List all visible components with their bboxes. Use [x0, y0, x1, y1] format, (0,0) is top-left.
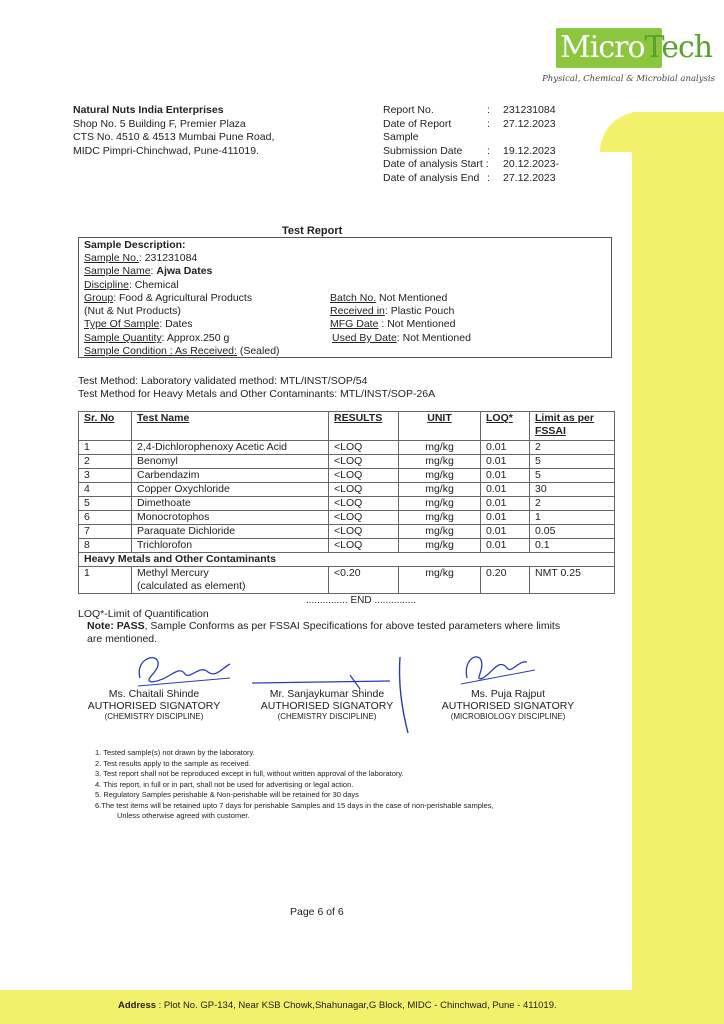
- report-info-value: 231231084: [503, 104, 556, 116]
- client-address: [73, 104, 274, 158]
- table-cell: <LOQ: [329, 497, 399, 511]
- yellow-corner: [600, 112, 640, 152]
- table-cell: <LOQ: [329, 483, 399, 497]
- sample-name: Sample Name: Ajwa Dates: [84, 265, 213, 277]
- table-cell: <0.20: [329, 567, 399, 594]
- table-cell: mg/kg: [399, 539, 481, 553]
- client-name: Natural Nuts India Enterprises: [73, 104, 224, 116]
- logo-tech: Tech: [644, 30, 713, 65]
- section-row: [79, 553, 615, 567]
- signature-chaitali-graphic: [130, 650, 240, 690]
- sample-type: Type Of Sample: Dates: [84, 318, 193, 330]
- table-cell: Monocrotophos: [132, 511, 329, 525]
- table-cell: 1: [79, 567, 132, 594]
- table-cell: 2: [530, 441, 615, 455]
- table-cell: <LOQ: [329, 525, 399, 539]
- terms-item: 4. This report, in full or in part, shall not be used for advertising or legal action.: [95, 779, 354, 789]
- table-header: LOQ*: [481, 412, 530, 441]
- sample-description-box: [78, 237, 612, 358]
- table-cell: NMT 0.25: [530, 567, 615, 594]
- table-row: [79, 483, 615, 497]
- footer-address: Address : Plot No. GP-134, Near KSB Chowk,Shahunagar,G Block, MIDC - Chinchwad, Pune - 411019.: [118, 1000, 557, 1011]
- table-cell: 0.01: [481, 441, 530, 455]
- logo-text: [560, 30, 712, 65]
- table-cell: 2: [530, 497, 615, 511]
- table-cell: Dimethoate: [132, 497, 329, 511]
- logo-tagline: Physical, Chemical & Microbial analysis: [542, 74, 715, 84]
- table-cell: 1: [79, 441, 132, 455]
- table-cell: <LOQ: [329, 441, 399, 455]
- mfg-date: MFG Date : Not Mentioned: [330, 318, 456, 330]
- table-row: [79, 497, 615, 511]
- test-methods: [78, 375, 435, 401]
- sample-no: Sample No.: 231231084: [84, 252, 198, 264]
- table-cell: 0.20: [481, 567, 530, 594]
- signature-block: [252, 688, 402, 721]
- signatory-discipline: (CHEMISTRY DISCIPLINE): [104, 712, 204, 721]
- table-header: Sr. No: [79, 412, 132, 441]
- table-row: [79, 469, 615, 483]
- yellow-side-band: [632, 112, 724, 1024]
- report-info-label: Date of analysis End: [383, 171, 480, 184]
- table-cell: 0.1: [530, 539, 615, 553]
- report-info-row: [383, 158, 559, 172]
- report-info-value: 27.12.2023: [503, 171, 556, 184]
- page-number: Page 6 of 6: [290, 906, 344, 918]
- table-row: [79, 455, 615, 469]
- terms-item: 1. Tested sample(s) not drawn by the laboratory.: [95, 748, 255, 757]
- table-row: [79, 525, 615, 539]
- table-cell: 0.01: [481, 455, 530, 469]
- table-cell: 0.01: [481, 511, 530, 525]
- terms-list: [95, 748, 494, 822]
- table-cell: mg/kg: [399, 455, 481, 469]
- report-info-label: Date of analysis Start :: [383, 158, 489, 170]
- table-cell: 0.01: [481, 525, 530, 539]
- table-cell: Carbendazim: [132, 469, 329, 483]
- report-info-row: Submission Date : 19.12.2023: [383, 144, 556, 157]
- table-cell: <LOQ: [329, 539, 399, 553]
- table-cell: 0.01: [481, 497, 530, 511]
- terms-item: 6.The test items will be retained upto 7 days for perishable Samples and 15 days in the case of non-perishable samples,: [95, 800, 494, 810]
- client-address-line: Shop No. 5 Building F, Premier Plaza: [73, 117, 246, 130]
- table-cell: 5: [530, 455, 615, 469]
- signatory-title: AUTHORISED SIGNATORY: [441, 700, 575, 712]
- report-info-row: Date of Report : 27.12.2023: [383, 117, 556, 130]
- table-cell: 0.01: [481, 539, 530, 553]
- table-cell: 0.05: [530, 525, 615, 539]
- table-cell: Methyl Mercury (calculated as element): [132, 567, 329, 594]
- table-cell: Benomyl: [132, 455, 329, 469]
- signatory-name: Ms. Puja Rajput: [470, 688, 546, 700]
- table-header: UNIT: [399, 412, 481, 441]
- terms-item: 2. Test results apply to the sample as received.: [95, 758, 251, 768]
- used-by-date: Used By Date: Not Mentioned: [332, 332, 471, 344]
- table-cell: 5: [530, 469, 615, 483]
- section-title: Heavy Metals and Other Contaminants: [79, 553, 615, 567]
- terms-item: 3. Test report shall not be reproduced except in full, without written approval of the laboratory.: [95, 769, 404, 778]
- table-cell: mg/kg: [399, 469, 481, 483]
- table-cell: mg/kg: [399, 567, 481, 594]
- sample-quantity: Sample Quantity: Approx.250 g: [84, 332, 230, 344]
- table-header: Limit as per FSSAI: [530, 412, 615, 441]
- table-cell: 7: [79, 525, 132, 539]
- results-table: [78, 411, 615, 594]
- report-info-label: Report No.: [383, 104, 434, 116]
- table-row: [79, 441, 615, 455]
- report-info-label: Submission Date: [383, 144, 463, 157]
- signature-puja-graphic: [455, 648, 545, 688]
- sample-heading: Sample Description:: [84, 239, 186, 251]
- signatory-title: AUTHORISED SIGNATORY: [87, 700, 221, 712]
- table-cell: 30: [530, 483, 615, 497]
- batch-no: Batch No. Not Mentioned: [330, 292, 448, 304]
- signature-block: [84, 688, 224, 721]
- report-info: [383, 104, 559, 185]
- pass-note: Note: PASS, Sample Conforms as per FSSAI Specifications for above tested parameters where limits are mentioned.: [87, 620, 561, 645]
- table-cell: Trichlorofon: [132, 539, 329, 553]
- table-cell: 2,4-Dichlorophenoxy Acetic Acid: [132, 441, 329, 455]
- sample-group: Group: Food & Agricultural Products: [84, 292, 253, 304]
- table-cell: 8: [79, 539, 132, 553]
- loq-note: LOQ*-Limit of Quantification: [78, 608, 209, 620]
- report-info-value: 20.12.2023-: [503, 158, 560, 170]
- table-cell: mg/kg: [399, 497, 481, 511]
- report-info-row: Date of analysis End : 27.12.2023: [383, 171, 556, 184]
- table-cell: <LOQ: [329, 511, 399, 525]
- report-info-value: 19.12.2023: [503, 144, 556, 157]
- report-info-label: Sample: [383, 131, 419, 143]
- test-method-line: Test Method for Heavy Metals and Other Contaminants: MTL/INST/SOP-26A: [78, 388, 436, 400]
- signatory-name: Ms. Chaitali Shinde: [108, 688, 200, 700]
- table-row: [79, 539, 615, 553]
- report-info-label: Date of Report: [383, 117, 452, 130]
- table-cell: Copper Oxychloride: [132, 483, 329, 497]
- received-in: Received in: Plastic Pouch: [330, 305, 455, 317]
- sample-group-sub: (Nut & Nut Products): [84, 305, 181, 317]
- terms-item: 5. Regulatory Samples perishable & Non-perishable will be retained for 30 days: [95, 790, 359, 799]
- table-cell: mg/kg: [399, 483, 481, 497]
- terms-item: Unless otherwise agreed with customer.: [117, 811, 250, 820]
- table-header-row: [79, 412, 615, 441]
- client-address-line: CTS No. 4510 & 4513 Mumbai Pune Road,: [73, 131, 275, 143]
- table-cell: Paraquate Dichloride: [132, 525, 329, 539]
- table-row: [79, 567, 615, 594]
- table-cell: 4: [79, 483, 132, 497]
- signature-block: [438, 688, 578, 721]
- client-address-line: MIDC Pimpri-Chinchwad, Pune-411019.: [73, 144, 259, 157]
- table-cell: 1: [530, 511, 615, 525]
- signatory-title: AUTHORISED SIGNATORY: [260, 700, 394, 712]
- table-cell: <LOQ: [329, 469, 399, 483]
- table-row: [79, 511, 615, 525]
- table-cell: mg/kg: [399, 525, 481, 539]
- sample-condition: Sample Condition : As Received: (Sealed): [84, 345, 280, 357]
- table-cell: 5: [79, 497, 132, 511]
- report-title: Test Report: [282, 225, 343, 237]
- table-cell: 0.01: [481, 469, 530, 483]
- report-info-row: Report No. : 231231084: [383, 104, 556, 116]
- microtech-logo: [556, 28, 712, 68]
- table-header: RESULTS: [329, 412, 399, 441]
- table-cell: 6: [79, 511, 132, 525]
- table-cell: 2: [79, 455, 132, 469]
- test-method-line: Test Method: Laboratory validated method: MTL/INST/SOP/54: [78, 375, 368, 387]
- report-info-row: [383, 131, 559, 145]
- signatory-name: Mr. Sanjaykumar Shinde: [269, 688, 385, 700]
- table-cell: 3: [79, 469, 132, 483]
- table-header: Test Name: [132, 412, 329, 441]
- sample-discipline: Discipline: Chemical: [84, 279, 179, 291]
- table-cell: mg/kg: [399, 511, 481, 525]
- report-info-value: 27.12.2023: [503, 117, 556, 130]
- table-cell: <LOQ: [329, 455, 399, 469]
- signatory-discipline: (CHEMISTRY DISCIPLINE): [277, 712, 377, 721]
- logo-micro: Micro: [560, 30, 645, 65]
- signatory-discipline: (MICROBIOLOGY DISCIPLINE): [450, 712, 566, 721]
- end-marker: ............... END ...............: [306, 595, 417, 606]
- table-cell: mg/kg: [399, 441, 481, 455]
- table-cell: 0.01: [481, 483, 530, 497]
